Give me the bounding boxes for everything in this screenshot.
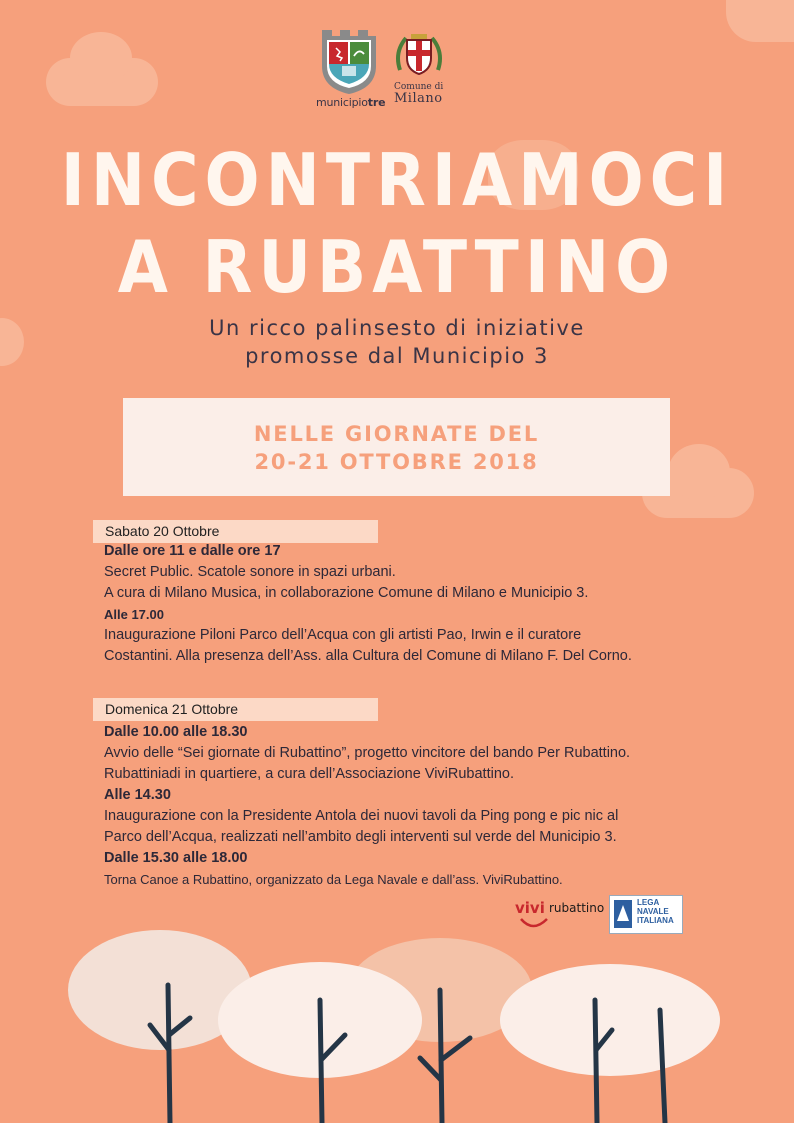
cloud-decoration	[70, 32, 132, 84]
comune-milano-wordmark: Comune di Milano	[394, 82, 444, 106]
program-text: Costantini. Alla presenza dell’Ass. alla Cultura del Comune di Milano F. Del Corno.	[104, 648, 632, 664]
program-text: Parco dell’Acqua, realizzati nell’ambito degli interventi sul verde del Municipio 3.	[104, 829, 617, 845]
dates-box	[123, 398, 670, 496]
lega-navale-emblem-icon	[612, 897, 634, 932]
subtitle-line-2: promosse dal Municipio 3	[245, 344, 549, 368]
trees-illustration	[0, 930, 794, 1123]
program-time: Alle 14.30	[104, 787, 171, 803]
program-text: Secret Public. Scatole sonore in spazi urbani.	[104, 564, 396, 580]
lega-navale-logo: LEGA NAVALE ITALIANA	[609, 895, 683, 934]
header-logos	[310, 26, 450, 116]
program-time: Dalle 15.30 alle 18.00	[104, 850, 248, 866]
day-label-sunday: Domenica 21 Ottobre	[93, 698, 378, 721]
program-time: Dalle 10.00 alle 18.30	[104, 724, 248, 740]
vivirubattino-logo: vivi rubattino	[515, 897, 605, 931]
program-text: Avvio delle “Sei giornate di Rubattino”, progetto vincitore del bando Per Rubattino.	[104, 745, 631, 761]
title-line-2: A RUBATTINO	[117, 225, 677, 309]
dates-line-2: 20-21 OTTOBRE 2018	[254, 450, 539, 474]
title-line-1: INCONTRIAMOCI	[60, 138, 734, 222]
program-text: Torna Canoe a Rubattino, organizzato da Lega Navale e dall’ass. ViviRubattino.	[104, 872, 563, 887]
subtitle-line-1: Un ricco palinsesto di iniziative	[209, 316, 585, 340]
saturday-program	[104, 541, 632, 667]
day-label-saturday: Sabato 20 Ottobre	[93, 520, 378, 543]
sunday-program	[104, 722, 630, 890]
cloud-decoration	[726, 0, 794, 42]
cloud-decoration	[668, 444, 730, 500]
comune-milano-crest-icon	[394, 30, 444, 80]
subtitle	[0, 314, 794, 370]
program-time: Dalle ore 11 e dalle ore 17	[104, 543, 281, 559]
municipio-tre-wordmark: municipiotre	[316, 96, 386, 109]
program-text: Inaugurazione Piloni Parco dell’Acqua con gli artisti Pao, Irwin e il curatore	[104, 627, 582, 643]
municipio-tre-shield-icon	[318, 26, 380, 96]
program-text: A cura di Milano Musica, in collaborazione Comune di Milano e Municipio 3.	[104, 585, 589, 601]
program-text: Rubattiniadi in quartiere, a cura dell’Associazione ViviRubattino.	[104, 766, 514, 782]
dates-line-1: NELLE GIORNATE DEL	[253, 422, 540, 446]
program-time: Alle 17.00	[104, 607, 164, 622]
program-text: Inaugurazione con la Presidente Antola dei nuovi tavoli da Ping pong e pic nic al	[104, 808, 619, 824]
